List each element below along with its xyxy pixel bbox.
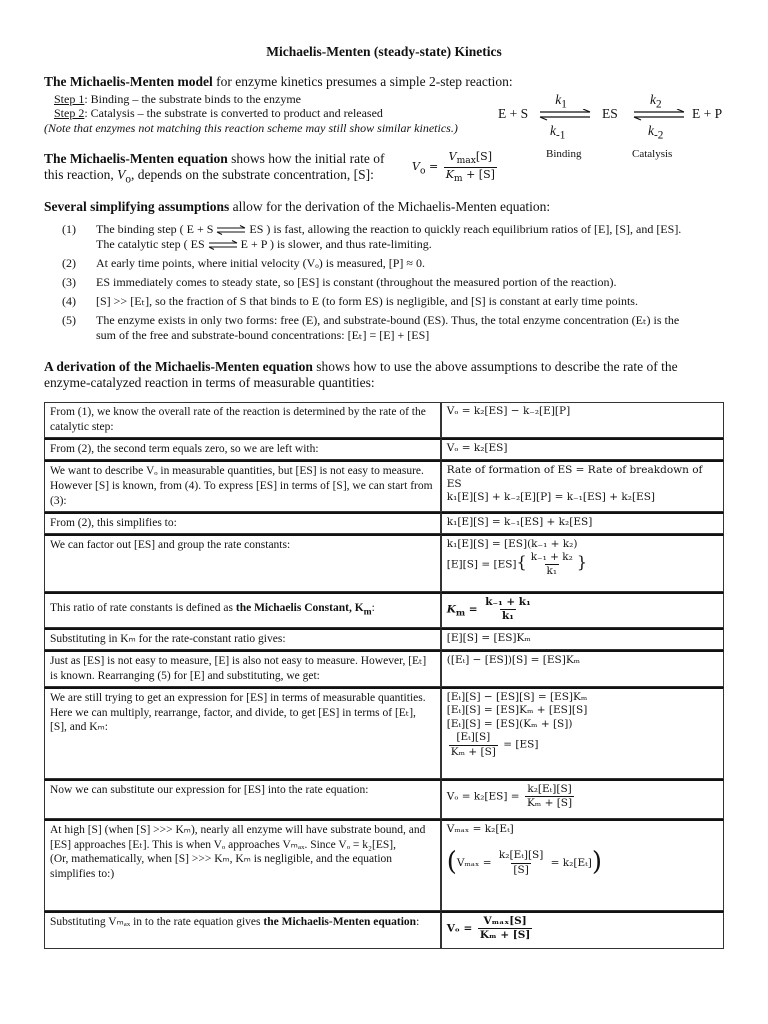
assumption-5: (5) The enzyme exists in only two forms: free (E), and substrate-bound (ES). Thus, the total enzyme concentration (Eₜ) is the [62, 313, 680, 327]
equilibrium-arrow-2 [632, 109, 686, 121]
assumption-1-line2: The catalytic step ( ES E + P ) is slower, and thus rate-limiting. [96, 237, 432, 251]
table-row: We want to describe Vₒ in measurable quantities, but [ES] is not easy to measure. However [S] is known, from (4). To express [ES] in terms of [S], we can start from (3): Rate of formation of ES = Rate of breakdown of ES k₁[E][S] + k₋₂[E][P] = k₋₁[ES] + k₂[ES] [44, 460, 724, 512]
scheme-middle: ES [602, 106, 618, 121]
derivation-heading: A derivation of the Michaelis-Menten equation shows how to use the above assumptions to describe the rate of the [44, 359, 678, 374]
table-row: We are still trying to get an expression for [ES] in terms of measurable quantities. Here we can multiply, rearrange, factor, and divide, to get [ES] in terms of [Eₜ], [S], and Kₘ: [Eₜ][S] − [ES][S] = [ES]Kₘ [Eₜ][S] = [ES]Kₘ + [ES][S] [Eₜ][S] = [ES](Kₘ + [S]) $\frac{\text{[Eₜ][S]}}{\text{Kₘ + [S]}}$ = [ES] [44, 687, 724, 779]
table-row: From (2), this simplifies to: k₁[E][S] = k₋₁[ES] + k₂[ES] [44, 512, 724, 534]
assumption-3: (3) ES immediately comes to steady state, so [ES] is constant (throughout the measured portion of the reaction). [62, 275, 617, 289]
binding-label: Binding [546, 148, 582, 160]
table-row: At high [S] (when [S] >>> Kₘ), nearly all enzyme will have substrate bound, and [ES] approaches [Eₜ]. This is when Vₒ approaches Vₘₐₓ. Since Vₒ = k₂[ES], (Or, mathematically, when [S] >>> Kₘ, Kₘ is negligible, and the equation simplifies to:) Vₘₐₓ = k₂[Eₜ] (Vₘₐₓ = $\frac{\text{k₂[Eₜ][S]}}{[S]}$ = k₂[Eₜ]) [44, 819, 724, 911]
table-row: Substituting Vₘₐₓ in to the rate equation gives the Michaelis-Menten equation: Vₒ = $\frac{\text{Vₘₐₓ[S]}}{\text{Kₘ + [S]}}$ [44, 911, 724, 949]
scheme-right: E + P [692, 106, 723, 121]
equilibrium-arrow-1 [538, 109, 592, 121]
table-row: Now we can substitute our expression for [ES] into the rate equation: Vₒ = k₂[ES] = $\frac{\text{k₂[Eₜ][S]}}{\text{Kₘ + [S]}}$ [44, 779, 724, 819]
table-row: From (2), the second term equals zero, so we are left with: Vₒ = k₂[ES] [44, 438, 724, 460]
equation-intro-line1: The Michaelis-Menten equation shows how the initial rate of [44, 151, 385, 166]
scheme-left: E + S [498, 106, 529, 121]
assumption-1-line1: (1) The binding step ( E + S ES ) is fast, allowing the reaction to quickly reach equilibrium ratios of [E], [S], and [ES]. [62, 222, 682, 236]
step-2: Step 2: Catalysis – the substrate is converted to product and released [54, 106, 383, 120]
note: (Note that enzymes not matching this reaction scheme may still show similar kinetics.) [44, 121, 458, 135]
equilibrium-arrow-small-2 [208, 240, 238, 250]
table-row: Substituting in Kₘ for the rate-constant ratio gives: [E][S] = [ES]Kₘ [44, 628, 724, 650]
table-row: From (1), we know the overall rate of the reaction is determined by the rate of the catalytic step: Vₒ = k₂[ES] − k₋₂[E][P] [44, 402, 724, 438]
table-row: This ratio of rate constants is defined as the Michaelis Constant, $K_m$: $K_m$ = $\frac{\text{k₋₁ + k₁}}{\text{k₁}}$ [44, 592, 724, 628]
equation-intro-line2: this reaction, $V_o$, depends on the substrate concentration, [S]: [44, 167, 374, 186]
derivation-table [44, 402, 724, 949]
assumption-4: (4) [S] >> [Eₜ], so the fraction of S that binds to E (to form ES) is negligible, and [S] is constant at early time points. [62, 294, 638, 308]
model-intro: The Michaelis-Menten model for enzyme kinetics presumes a simple 2-step reaction: [44, 74, 513, 89]
assumption-2: (2) At early time points, where initial velocity (Vₒ) is measured, [P] ≈ 0. [62, 256, 425, 270]
k1-label: $k_1$ [555, 92, 567, 111]
equilibrium-arrow-small-1 [216, 225, 246, 235]
table-row: Just as [ES] is not easy to measure, [E] is also not easy to measure. However, [Eₜ] is known. Rearranging (5) for [E] and substituting, we get: ([Eₜ] − [ES])[S] = [ES]Kₘ [44, 650, 724, 687]
assumption-5-line2: sum of the free and substrate-bound concentrations: [Eₜ] = [E] + [ES] [96, 328, 430, 342]
k-2-label: $k_{-2}$ [648, 123, 664, 142]
table-row: We can factor out [ES] and group the rate constants: k₁[E][S] = [ES](k₋₁ + k₂) [E][S] = [ES]{ $\frac{\text{k₋₁ + k₂}}{\text{k₁}}$ } [44, 534, 724, 592]
reaction-scheme [498, 92, 738, 164]
step-1: Step 1: Binding – the substrate binds to the enzyme [54, 92, 301, 106]
page-title: Michaelis-Menten (steady-state) Kinetics [266, 44, 502, 59]
mm-equation-top: $V_o$ = $\frac{V_{max}[S]}{K_m + [S]}$ [412, 150, 495, 184]
assumptions-heading: Several simplifying assumptions allow for the derivation of the Michaelis-Menten equation: [44, 199, 551, 214]
catalysis-label: Catalysis [632, 148, 673, 160]
k-1-label: $k_{-1}$ [550, 123, 566, 142]
k2-label: $k_2$ [650, 92, 662, 111]
derivation-heading-line2: enzyme-catalyzed reaction in terms of measurable quantities: [44, 375, 375, 390]
